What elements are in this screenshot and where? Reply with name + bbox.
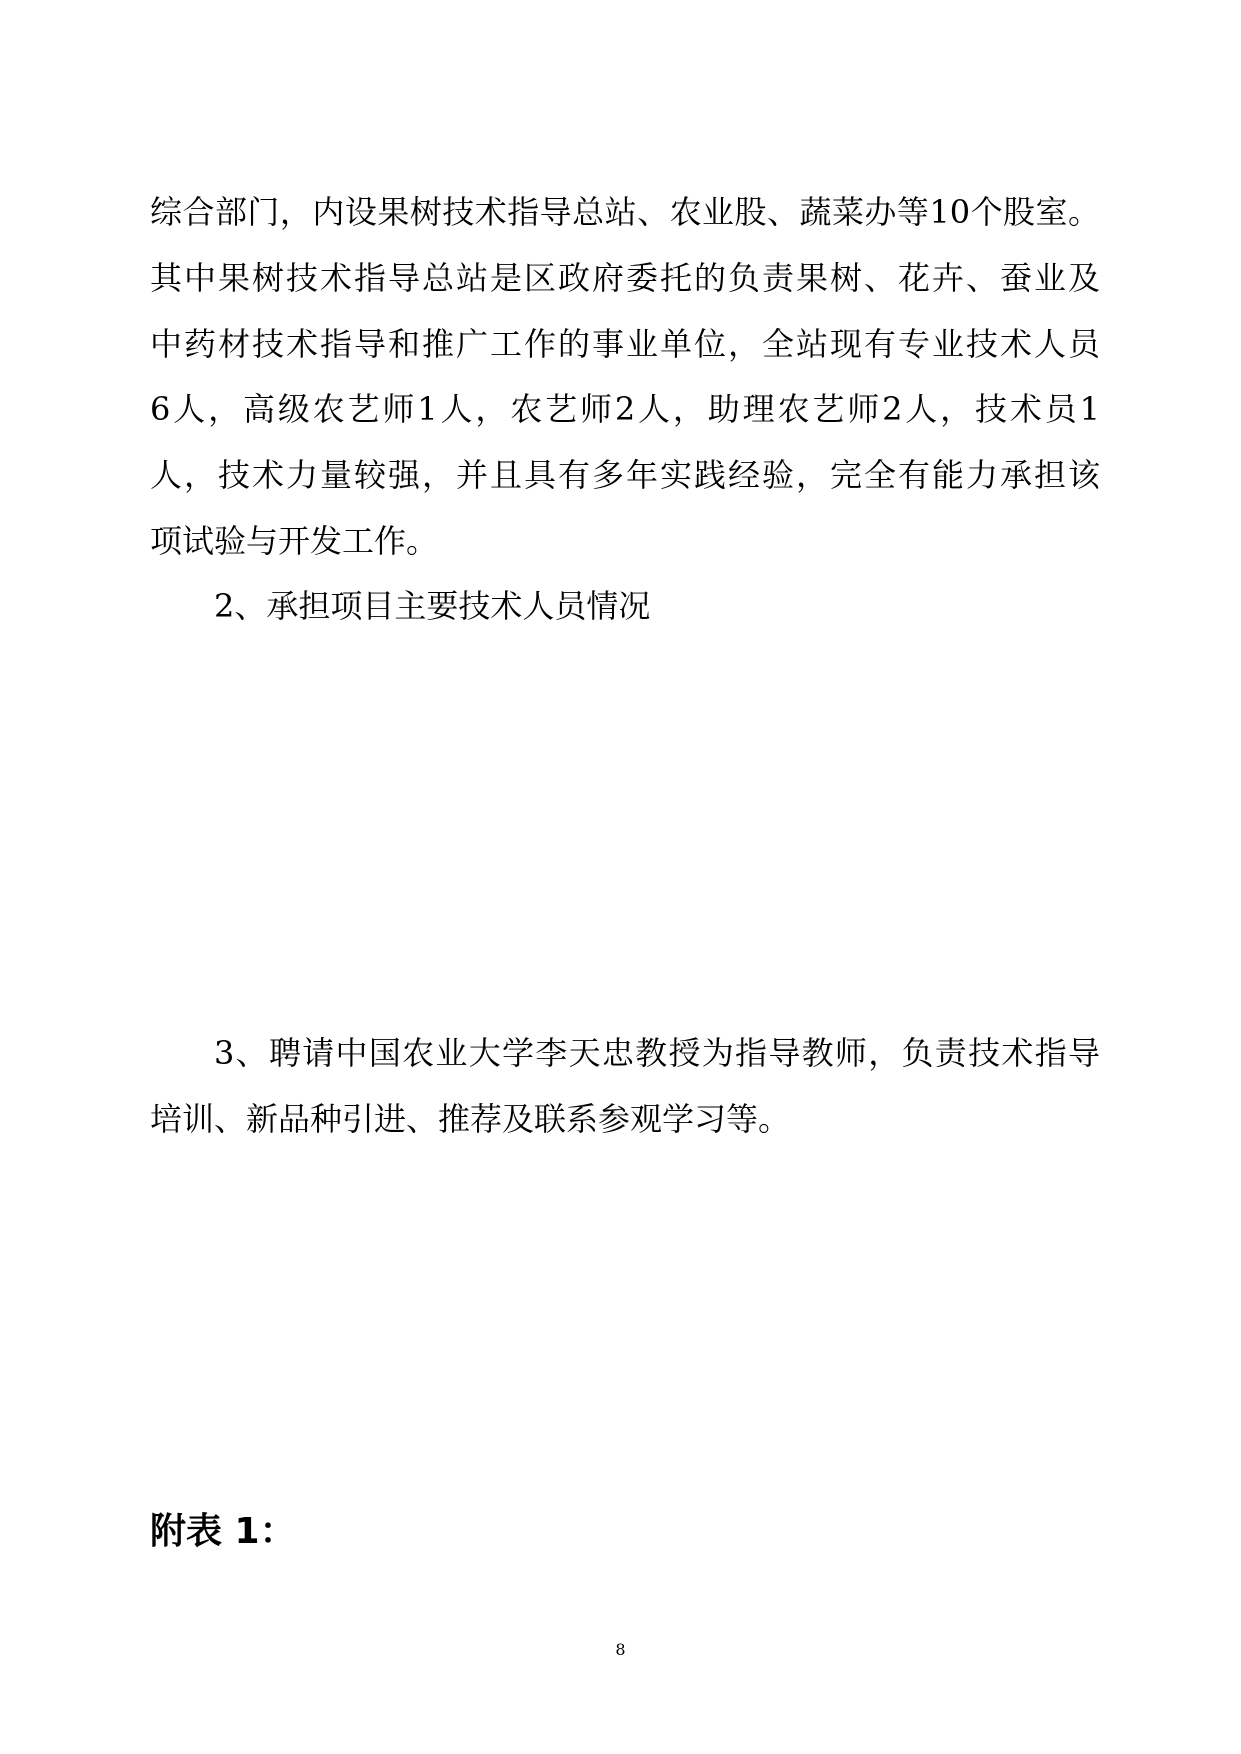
paragraph-line: 项试验与开发工作。 bbox=[150, 522, 439, 560]
paragraph-line: 综合部门，内设果树技术指导总站、农业股、蔬菜办等10个股室。 bbox=[150, 193, 1100, 231]
paragraph-line: 人，技术力量较强，并且具有多年实践经验，完全有能力承担该 bbox=[150, 456, 1100, 494]
appendix-title: 附表 1： bbox=[150, 1511, 296, 1552]
paragraph-line: 6人，高级农艺师1人，农艺师2人，助理农艺师2人，技术员1 bbox=[150, 390, 1100, 428]
paragraph-line: 培训、新品种引进、推荐及联系参观学习等。 bbox=[150, 1100, 791, 1138]
section-heading: 2、承担项目主要技术人员情况 bbox=[214, 587, 651, 625]
paragraph-line: 3、聘请中国农业大学李天忠教授为指导教师，负责技术指导 bbox=[214, 1034, 1100, 1072]
paragraph-line: 中药材技术指导和推广工作的事业单位，全站现有专业技术人员 bbox=[150, 325, 1100, 363]
page-number: 8 bbox=[615, 1640, 626, 1659]
paragraph-line: 其中果树技术指导总站是区政府委托的负责果树、花卉、蚕业及 bbox=[150, 259, 1100, 297]
